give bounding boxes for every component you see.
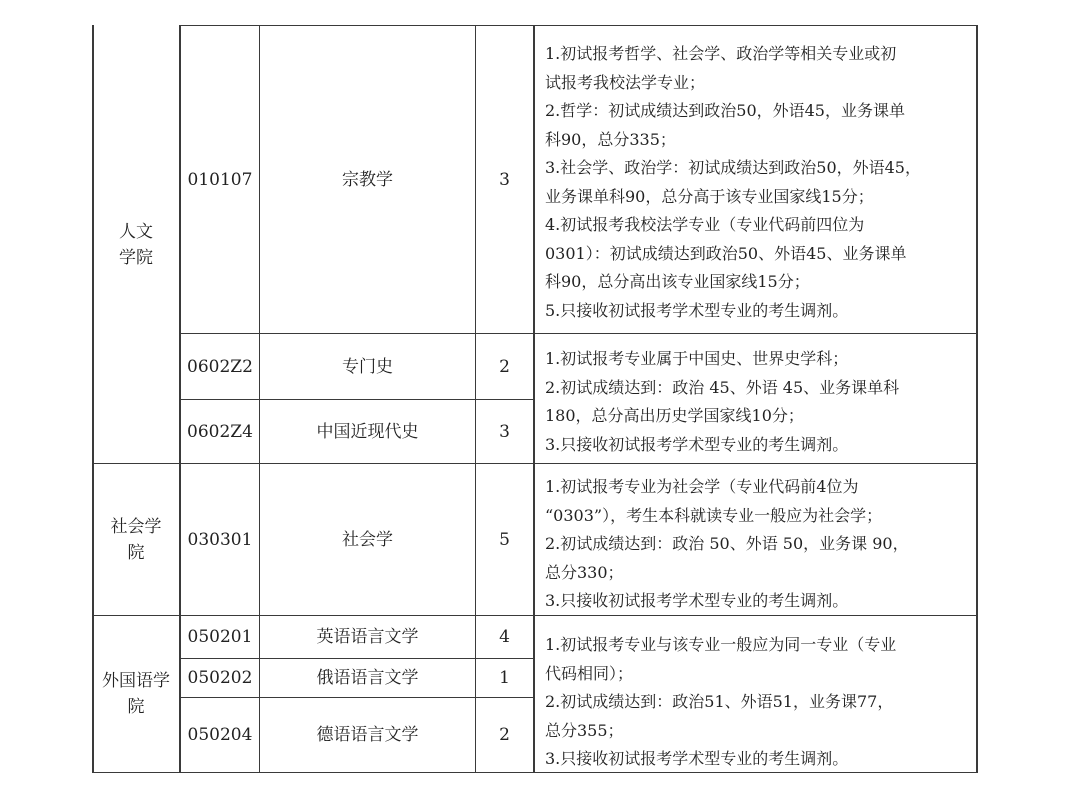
enroll-count: 4 (499, 627, 510, 647)
major-code: 050204 (187, 725, 253, 745)
requirement-line: 科90，总分335； (545, 129, 676, 149)
requirement-line: 3.只接收初试报考学术型专业的考生调剂。 (545, 591, 849, 610)
major-code: 0602Z4 (187, 421, 253, 442)
requirement-line: 4.初试报考我校法学专业（专业代码前四位为 (545, 215, 865, 234)
requirement-line: “0303”），考生本科就读专业一般应为社会学； (545, 505, 883, 525)
requirement-line: 2.初试成绩达到：政治 45、外语 45、业务课单科 (545, 377, 900, 397)
requirement-line: 180，总分高出历史学国家线10分； (545, 406, 804, 425)
enroll-count: 5 (499, 529, 510, 550)
major-code: 010107 (187, 169, 253, 190)
major-name: 宗教学 (342, 169, 393, 190)
major-code: 0602Z2 (187, 356, 253, 377)
college-name: 外国语学 (102, 671, 170, 691)
enroll-count: 1 (499, 668, 510, 688)
major-name: 德语语言文学 (316, 725, 419, 745)
requirement-line: 1.初试报考专业与该专业一般应为同一专业（专业 (545, 635, 897, 654)
major-name: 俄语语言文学 (316, 668, 419, 688)
college-name: 院 (127, 542, 145, 563)
major-name: 中国近现代史 (316, 421, 419, 442)
requirement-line: 1.初试报考专业属于中国史、世界史学科； (545, 349, 849, 368)
enroll-count: 2 (499, 356, 510, 377)
college-name: 院 (127, 697, 145, 717)
requirements-text (545, 40, 975, 325)
enroll-count: 3 (499, 421, 510, 442)
requirement-line: 业务课单科90，总分高于该专业国家线15分； (545, 186, 874, 206)
college-name: 人文 (119, 221, 153, 242)
requirement-line: 2.哲学：初试成绩达到政治50，外语45，业务课单 (545, 101, 905, 120)
requirement-line: 3.只接收初试报考学术型专业的考生调剂。 (545, 749, 849, 768)
requirement-line: 总分355； (545, 720, 624, 740)
requirement-line: 1.初试报考专业为社会学（专业代码前4位为 (545, 477, 859, 496)
requirements-text (545, 345, 975, 459)
requirement-line: 0301）：初试成绩达到政治50、外语45、业务课单 (545, 243, 907, 263)
college-cell (93, 26, 179, 463)
requirement-line: 3.只接收初试报考学术型专业的考生调剂。 (545, 434, 849, 454)
requirement-line: 5.只接收初试报考学术型专业的考生调剂。 (545, 300, 849, 320)
major-code: 050201 (187, 627, 253, 647)
enroll-count: 3 (499, 169, 510, 190)
requirement-line: 试报考我校法学专业； (545, 72, 706, 92)
requirements-text (545, 631, 975, 774)
major-name: 专门史 (342, 356, 393, 377)
requirements-text (545, 473, 975, 616)
requirement-line: 总分330； (545, 562, 624, 582)
college-cell (93, 616, 179, 772)
major-name: 社会学 (342, 529, 393, 550)
enroll-count: 2 (499, 725, 510, 745)
requirement-line: 2.初试成绩达到：政治51、外语51，业务课77， (545, 692, 894, 711)
requirement-line: 代码相同）； (545, 663, 634, 683)
requirement-line: 1.初试报考哲学、社会学、政治学等相关专业或初 (545, 44, 897, 63)
table-border (976, 25, 978, 773)
major-code: 030301 (187, 529, 253, 550)
major-code: 050202 (187, 668, 253, 688)
requirement-line: 3.社会学、政治学：初试成绩达到政治50，外语45， (545, 158, 921, 177)
college-name: 学院 (119, 247, 153, 268)
college-name: 社会学 (110, 516, 162, 537)
major-name: 英语语言文学 (316, 627, 419, 647)
requirement-line: 科90，总分高出该专业国家线15分； (545, 272, 810, 291)
college-cell (93, 464, 179, 615)
requirement-line: 2.初试成绩达到：政治 50、外语 50，业务课 90， (545, 534, 909, 553)
